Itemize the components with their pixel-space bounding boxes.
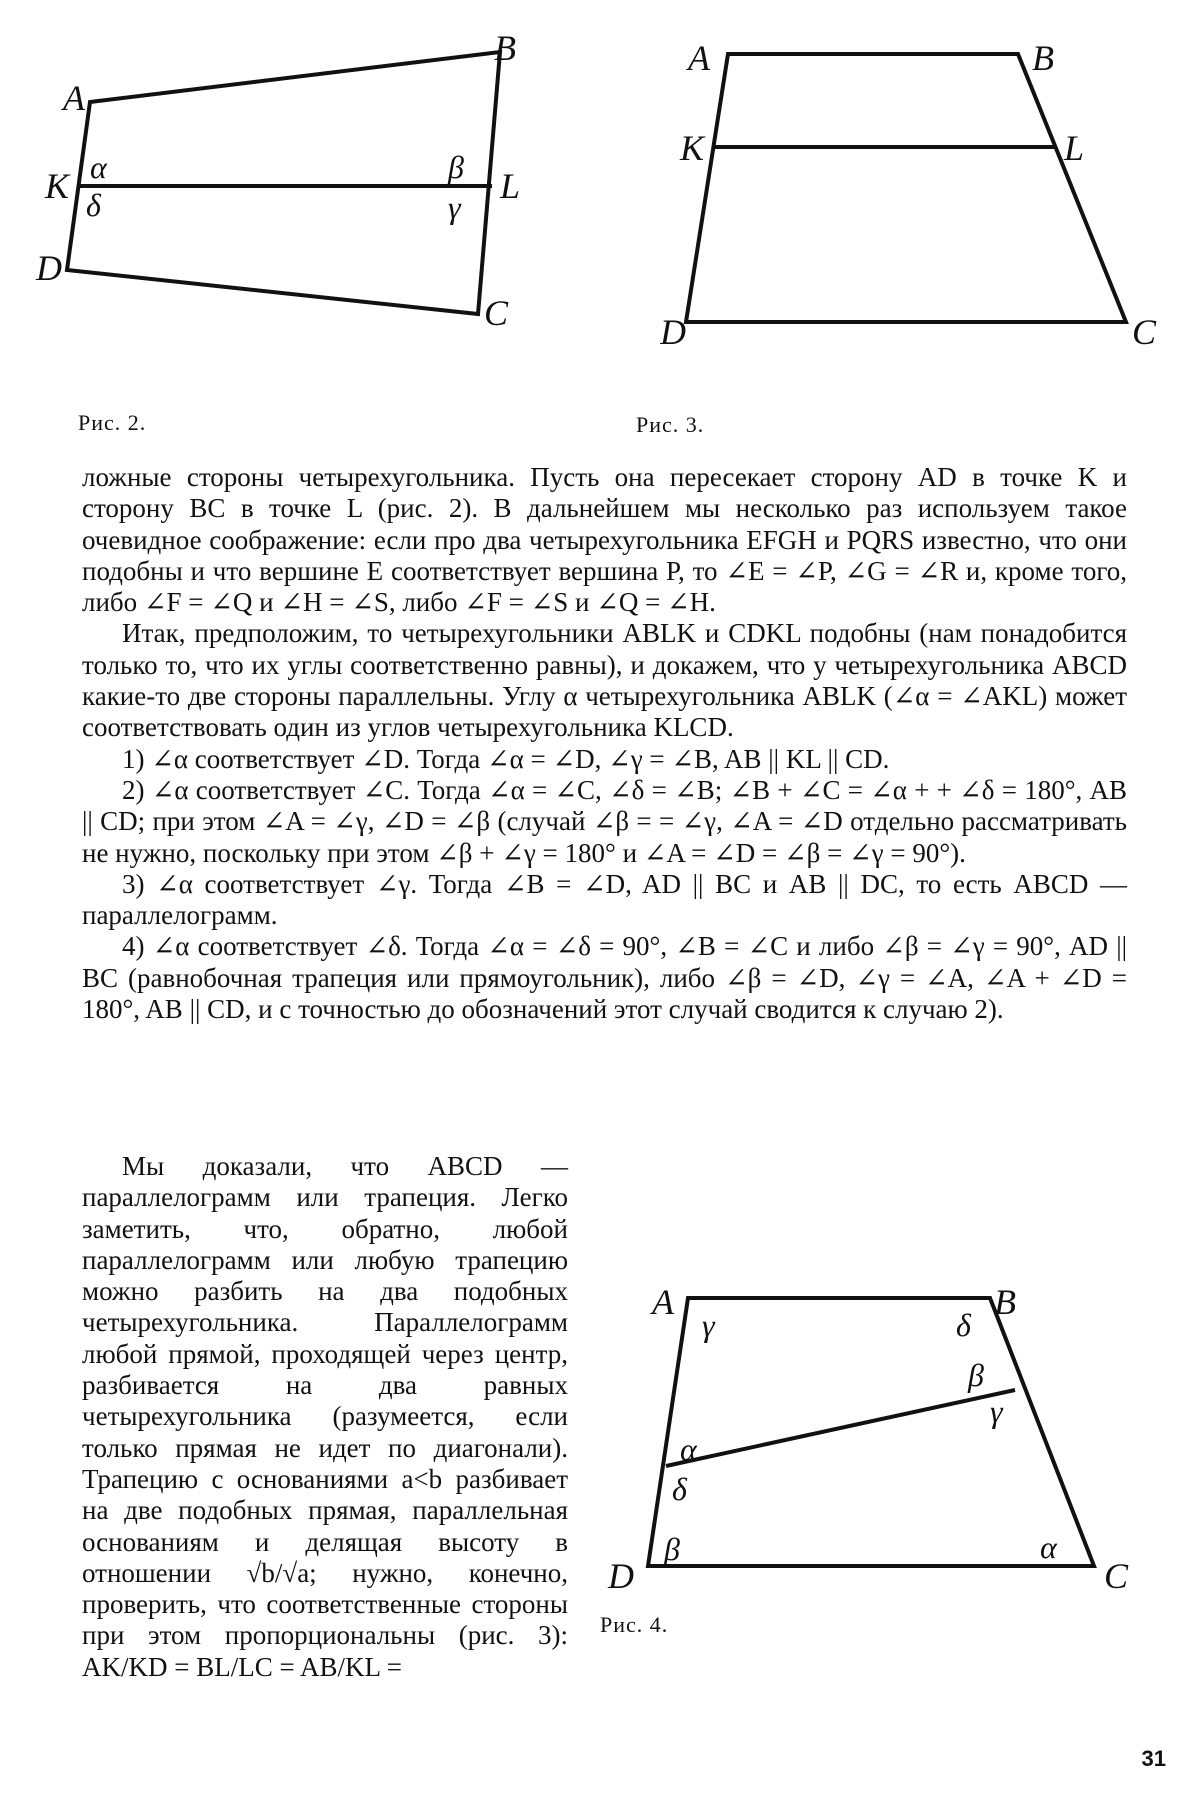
- figure-3-drawing: [660, 30, 1180, 360]
- figure-2: [30, 30, 590, 390]
- angle-alpha-c-label: α: [1040, 1529, 1057, 1565]
- figure-4: [600, 1270, 1160, 1610]
- quadrilateral-abcd: [67, 52, 500, 314]
- angle-beta-l-label: β: [968, 1357, 984, 1393]
- angle-delta-k-label: δ: [672, 1471, 687, 1507]
- angle-delta-label: δ: [86, 187, 101, 223]
- angle-gamma-label: γ: [448, 189, 461, 225]
- vertex-b-label: B: [494, 30, 516, 68]
- figure-4-drawing: [600, 1270, 1160, 1610]
- case-1: 1) ∠α соответствует ∠D. Тогда ∠α = ∠D, ∠γ = ∠B, AB || KL || CD.: [122, 743, 890, 774]
- trapezoid-abcd: [686, 54, 1126, 322]
- vertex-k-label: K: [680, 128, 705, 168]
- case-4: 4) ∠α соответствует ∠δ. Тогда ∠α = ∠δ = 90°, ∠B = ∠C и либо ∠β = ∠γ = 90°, AD || BC (равнобочная трапеция или прямоугольник), либо ∠β = ∠D, ∠γ = ∠A, ∠A + ∠D = 180°, AB || CD, и с точностью до обозначений этот случай сводится к случаю 2).: [82, 931, 1127, 1025]
- angle-gamma-a-label: γ: [702, 1307, 715, 1343]
- angle-beta-label: β: [448, 149, 464, 185]
- vertex-l-label: L: [500, 166, 521, 206]
- vertex-d-label: D: [660, 312, 686, 352]
- figure-2-drawing: [30, 30, 590, 390]
- vertex-l-label: L: [1064, 128, 1085, 168]
- vertex-a-label: A: [688, 38, 710, 78]
- paragraph-intro: ложные стороны четырехугольника. Пусть она пересекает сторону AD в точке K и сторону BC в точке L (рис. 2). В дальнейшем мы несколько раз используем такое очевидное соображение: если про два четырехугольника EFGH и PQRS известно, что они подобны и что вершине E соответствует вершина P, то ∠E = ∠P, ∠G = ∠R и, кроме того, либо ∠F = ∠Q и ∠H = ∠S, либо ∠F = ∠S и ∠Q = ∠H.: [82, 462, 1127, 618]
- vertex-k-label: K: [45, 166, 70, 206]
- figure-4-caption: Рис. 4.: [600, 1612, 669, 1637]
- page-number: 31: [1141, 1746, 1166, 1771]
- vertex-a-label: A: [652, 1282, 674, 1322]
- vertex-d-label: D: [36, 248, 62, 288]
- dividing-line: [666, 1390, 1015, 1466]
- angle-alpha-k-label: α: [680, 1431, 697, 1467]
- case-3: 3) ∠α соответствует ∠γ. Тогда ∠B = ∠D, AD || BC и AB || DC, то есть ABCD — параллелограмм.: [82, 868, 1127, 931]
- vertex-c-label: C: [1104, 1556, 1129, 1596]
- final-paragraph: [82, 1151, 568, 1683]
- case-2: 2) ∠α соответствует ∠C. Тогда ∠α = ∠C, ∠δ = ∠B; ∠B + ∠C = ∠α + + ∠δ = 180°, AB || CD; при этом ∠A = ∠γ, ∠D = ∠β (случай ∠β = = ∠γ, ∠A = ∠D отдельно рассматривать не нужно, поскольку при этом ∠β + ∠γ = 180° и ∠A = ∠D = ∠β = ∠γ = 90°).: [82, 774, 1127, 868]
- trapezoid-abcd: [648, 1298, 1094, 1566]
- main-text: [82, 462, 1127, 1025]
- vertex-b-label: B: [994, 1282, 1016, 1322]
- figure-3-caption: Рис. 3.: [636, 412, 705, 437]
- angle-gamma-l-label: γ: [990, 1393, 1003, 1429]
- vertex-c-label: C: [484, 293, 509, 333]
- angle-delta-b-label: δ: [956, 1307, 971, 1343]
- vertex-b-label: B: [1032, 38, 1054, 78]
- figure-2-caption: Рис. 2.: [78, 410, 147, 435]
- vertex-c-label: C: [1132, 312, 1157, 352]
- paragraph-assumption: Итак, предположим, то четырехугольники ABLK и CDKL подобны (нам понадобится только то, что их углы соответственно равны), и докажем, что у четырехугольника ABCD какие-то две стороны параллельны. Углу α четырехугольника ABLK (∠α = ∠AKL) может соответствовать один из углов четырехугольника KLCD.: [82, 618, 1127, 743]
- vertex-d-label: D: [608, 1556, 634, 1596]
- figure-3: [660, 30, 1180, 360]
- vertex-a-label: A: [63, 78, 85, 118]
- angle-alpha-label: α: [90, 149, 107, 185]
- paragraph-final: Мы доказали, что ABCD — параллелограмм или трапеция. Легко заметить, что, обратно, любой параллелограмм или любую трапецию можно разбить на два подобных четырехугольника. Параллелограмм любой прямой, проходящей через центр, разбивается на два равных четырехугольника (разумеется, если только прямая не идет по диагонали). Трапецию с основаниями a<b разбивает на две подобных прямая, параллельная основаниям и делящая высоту в отношении √b/√a; нужно, конечно, проверить, что соответственные стороны при этом пропорциональны (рис. 3): AK/KD = BL/LC = AB/KL =: [82, 1151, 568, 1682]
- angle-beta-d-label: β: [664, 1531, 680, 1567]
